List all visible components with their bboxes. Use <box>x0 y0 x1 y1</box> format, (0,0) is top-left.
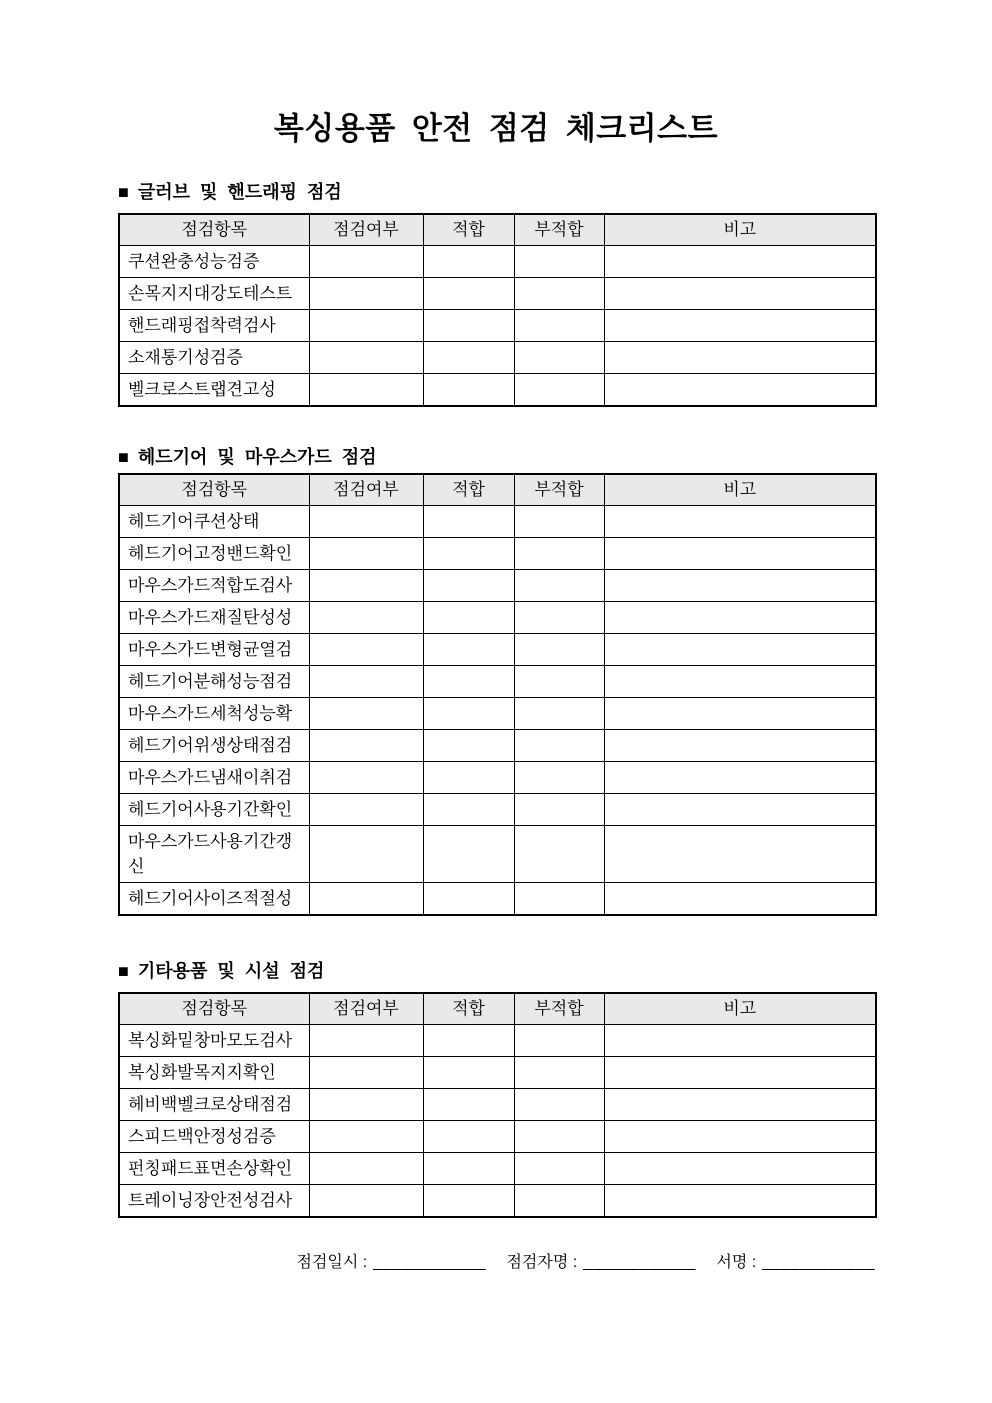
checklist-row <box>119 341 876 373</box>
checklist-table-headgear <box>118 473 877 916</box>
item-cell: 마우스가드사용기간갱신 <box>119 825 309 882</box>
pass-cell <box>423 341 514 373</box>
fail-cell <box>514 373 604 406</box>
check-status-cell <box>309 277 423 309</box>
note-cell <box>604 1024 876 1056</box>
pass-cell <box>423 825 514 882</box>
pass-cell <box>423 277 514 309</box>
column-header-0: 점검항목 <box>119 214 309 245</box>
header-row <box>119 993 876 1024</box>
check-status-cell <box>309 373 423 406</box>
item-cell: 핸드래핑접착력검사 <box>119 309 309 341</box>
signature-field <box>716 1254 875 1271</box>
section-heading-other <box>118 961 875 981</box>
column-header-0: 점검항목 <box>119 474 309 505</box>
checklist-row <box>119 373 876 406</box>
inspector-name-field <box>506 1254 696 1271</box>
note-cell <box>604 505 876 537</box>
column-header-1: 점검여부 <box>309 214 423 245</box>
check-status-cell <box>309 569 423 601</box>
fail-cell <box>514 1088 604 1120</box>
item-cell: 복싱화발목지지확인 <box>119 1056 309 1088</box>
fail-cell <box>514 1024 604 1056</box>
inspector-name-blank: ____________ <box>583 1254 696 1271</box>
note-cell <box>604 537 876 569</box>
pass-cell <box>423 245 514 277</box>
item-cell: 스피드백안정성검증 <box>119 1120 309 1152</box>
pass-cell <box>423 601 514 633</box>
check-status-cell <box>309 633 423 665</box>
fail-cell <box>514 1056 604 1088</box>
pass-cell <box>423 761 514 793</box>
note-cell <box>604 341 876 373</box>
column-header-0: 점검항목 <box>119 993 309 1024</box>
pass-cell <box>423 537 514 569</box>
note-cell <box>604 1088 876 1120</box>
check-status-cell <box>309 1024 423 1056</box>
pass-cell <box>423 505 514 537</box>
check-status-cell <box>309 825 423 882</box>
note-cell <box>604 1152 876 1184</box>
column-header-4: 비고 <box>604 214 876 245</box>
fail-cell <box>514 1184 604 1217</box>
checklist-row <box>119 569 876 601</box>
item-cell: 헤드기어쿠션상태 <box>119 505 309 537</box>
note-cell <box>604 1184 876 1217</box>
item-cell: 펀칭패드표면손상확인 <box>119 1152 309 1184</box>
check-status-cell <box>309 341 423 373</box>
note-cell <box>604 245 876 277</box>
checklist-row <box>119 1056 876 1088</box>
checklist-row <box>119 1184 876 1217</box>
checklist-row <box>119 633 876 665</box>
check-status-cell <box>309 1184 423 1217</box>
note-cell <box>604 761 876 793</box>
check-status-cell <box>309 882 423 915</box>
fail-cell <box>514 569 604 601</box>
item-cell: 마우스가드재질탄성성 <box>119 601 309 633</box>
check-status-cell <box>309 729 423 761</box>
checklist-row <box>119 1024 876 1056</box>
fail-cell <box>514 309 604 341</box>
fail-cell <box>514 1152 604 1184</box>
item-cell: 트레이닝장안전성검사 <box>119 1184 309 1217</box>
pass-cell <box>423 1120 514 1152</box>
fail-cell <box>514 277 604 309</box>
inspector-name-label: 점검자명 : <box>506 1254 578 1271</box>
item-cell: 마우스가드냄새이취검 <box>119 761 309 793</box>
note-cell <box>604 793 876 825</box>
item-cell: 손목지지대강도테스트 <box>119 277 309 309</box>
checklist-table-other <box>118 992 877 1218</box>
section-heading-label: 헤드기어 및 마우스가드 점검 <box>137 447 377 467</box>
fail-cell <box>514 537 604 569</box>
check-status-cell <box>309 1152 423 1184</box>
section-heading-label: 글러브 및 핸드래핑 점검 <box>137 182 342 202</box>
pass-cell <box>423 1088 514 1120</box>
item-cell: 복싱화밑창마모도검사 <box>119 1024 309 1056</box>
fail-cell <box>514 633 604 665</box>
note-cell <box>604 825 876 882</box>
item-cell: 마우스가드세척성능확 <box>119 697 309 729</box>
pass-cell <box>423 697 514 729</box>
checklist-row <box>119 309 876 341</box>
check-status-cell <box>309 505 423 537</box>
section-heading-label: 기타용품 및 시설 점검 <box>137 961 325 981</box>
inspection-date-blank: ____________ <box>373 1254 486 1271</box>
check-status-cell <box>309 761 423 793</box>
fail-cell <box>514 697 604 729</box>
column-header-2: 적합 <box>423 214 514 245</box>
header-row <box>119 474 876 505</box>
pass-cell <box>423 882 514 915</box>
item-cell: 벨크로스트랩견고성 <box>119 373 309 406</box>
checklist-row <box>119 665 876 697</box>
square-bullet-icon: ■ <box>118 961 129 981</box>
pass-cell <box>423 793 514 825</box>
square-bullet-icon: ■ <box>118 182 129 202</box>
item-cell: 헤드기어고정밴드확인 <box>119 537 309 569</box>
fail-cell <box>514 761 604 793</box>
inspection-date-label: 점검일시 : <box>296 1254 368 1271</box>
checklist-row <box>119 697 876 729</box>
check-status-cell <box>309 793 423 825</box>
pass-cell <box>423 729 514 761</box>
pass-cell <box>423 665 514 697</box>
note-cell <box>604 729 876 761</box>
note-cell <box>604 1120 876 1152</box>
checklist-table-gloves <box>118 213 877 407</box>
pass-cell <box>423 309 514 341</box>
checklist-row <box>119 1152 876 1184</box>
checklist-row <box>119 505 876 537</box>
item-cell: 헤비백벨크로상태점검 <box>119 1088 309 1120</box>
item-cell: 헤드기어사이즈적절성 <box>119 882 309 915</box>
signature-blank: ____________ <box>762 1254 875 1271</box>
item-cell: 마우스가드적합도검사 <box>119 569 309 601</box>
pass-cell <box>423 569 514 601</box>
note-cell <box>604 882 876 915</box>
note-cell <box>604 1056 876 1088</box>
page-title: 복싱용품 안전 점검 체크리스트 <box>273 111 719 146</box>
column-header-3: 부적합 <box>514 993 604 1024</box>
check-status-cell <box>309 1088 423 1120</box>
pass-cell <box>423 1024 514 1056</box>
section-heading-gloves <box>118 182 875 202</box>
checklist-row <box>119 729 876 761</box>
check-status-cell <box>309 245 423 277</box>
fail-cell <box>514 1120 604 1152</box>
fail-cell <box>514 245 604 277</box>
checklist-row <box>119 825 876 882</box>
column-header-4: 비고 <box>604 993 876 1024</box>
fail-cell <box>514 341 604 373</box>
check-status-cell <box>309 697 423 729</box>
check-status-cell <box>309 601 423 633</box>
note-cell <box>604 309 876 341</box>
item-cell: 소재통기성검증 <box>119 341 309 373</box>
pass-cell <box>423 1184 514 1217</box>
check-status-cell <box>309 309 423 341</box>
square-bullet-icon: ■ <box>118 447 129 467</box>
item-cell: 헤드기어위생상태점검 <box>119 729 309 761</box>
note-cell <box>604 665 876 697</box>
pass-cell <box>423 1056 514 1088</box>
checklist-row <box>119 245 876 277</box>
pass-cell <box>423 373 514 406</box>
column-header-2: 적합 <box>423 474 514 505</box>
signature-footer <box>118 1252 875 1274</box>
fail-cell <box>514 601 604 633</box>
item-cell: 쿠션완충성능검증 <box>119 245 309 277</box>
fail-cell <box>514 793 604 825</box>
check-status-cell <box>309 537 423 569</box>
column-header-2: 적합 <box>423 993 514 1024</box>
column-header-4: 비고 <box>604 474 876 505</box>
column-header-3: 부적합 <box>514 474 604 505</box>
checklist-row <box>119 882 876 915</box>
header-row <box>119 214 876 245</box>
item-cell: 헤드기어분해성능점검 <box>119 665 309 697</box>
checklist-row <box>119 601 876 633</box>
note-cell <box>604 633 876 665</box>
checklist-row <box>119 761 876 793</box>
check-status-cell <box>309 1056 423 1088</box>
fail-cell <box>514 665 604 697</box>
section-heading-headgear <box>118 447 875 467</box>
inspection-date-field <box>297 1254 487 1271</box>
fail-cell <box>514 825 604 882</box>
column-header-1: 점검여부 <box>309 474 423 505</box>
item-cell: 헤드기어사용기간확인 <box>119 793 309 825</box>
column-header-1: 점검여부 <box>309 993 423 1024</box>
fail-cell <box>514 729 604 761</box>
signature-label: 서명 : <box>716 1254 757 1271</box>
fail-cell <box>514 882 604 915</box>
checklist-row <box>119 793 876 825</box>
note-cell <box>604 373 876 406</box>
pass-cell <box>423 633 514 665</box>
pass-cell <box>423 1152 514 1184</box>
checklist-row <box>119 277 876 309</box>
note-cell <box>604 697 876 729</box>
checklist-row <box>119 1120 876 1152</box>
checklist-row <box>119 537 876 569</box>
check-status-cell <box>309 665 423 697</box>
note-cell <box>604 569 876 601</box>
note-cell <box>604 277 876 309</box>
column-header-3: 부적합 <box>514 214 604 245</box>
checklist-row <box>119 1088 876 1120</box>
note-cell <box>604 601 876 633</box>
fail-cell <box>514 505 604 537</box>
check-status-cell <box>309 1120 423 1152</box>
item-cell: 마우스가드변형균열검 <box>119 633 309 665</box>
